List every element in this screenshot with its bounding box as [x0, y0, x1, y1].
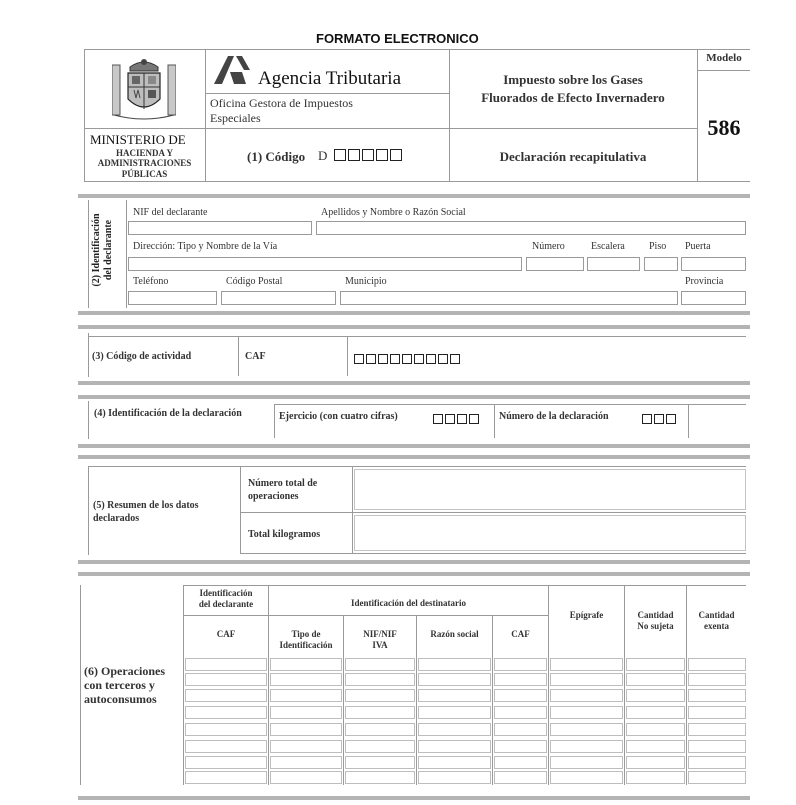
recipient-id-header: Identificación del destinatario [351, 598, 466, 608]
col-caf-header: CAF [216, 629, 236, 639]
table-cell-input[interactable] [185, 673, 267, 686]
table-cell-input[interactable] [345, 706, 415, 719]
section4-title: (4) Identificación de la declaración [94, 408, 242, 419]
year-label: Ejercicio (con cuatro cifras) [279, 411, 398, 422]
table-cell-input[interactable] [270, 723, 342, 736]
table-cell-input[interactable] [550, 756, 623, 769]
table-cell-input[interactable] [688, 723, 746, 736]
table-cell-input[interactable] [494, 740, 547, 753]
table-cell-input[interactable] [688, 689, 746, 702]
address-label: Dirección: Tipo y Nombre de la Vía [133, 241, 278, 252]
table-cell-input[interactable] [418, 723, 491, 736]
floor-input[interactable] [644, 257, 678, 271]
table-cell-input[interactable] [550, 723, 623, 736]
table-cell-input[interactable] [418, 689, 491, 702]
table-cell-input[interactable] [626, 658, 685, 671]
section6-title-line3: autoconsumos [84, 692, 157, 706]
ministry-line3: ADMINISTRACIONES [97, 158, 192, 168]
total-ops-input[interactable] [354, 469, 746, 510]
section5-title-line2: declarados [93, 513, 140, 524]
declarant-id-header-line2: del declarante [198, 599, 254, 609]
table-cell-input[interactable] [626, 771, 685, 784]
table-cell-input[interactable] [494, 706, 547, 719]
agency-name: Agencia Tributaria [258, 68, 402, 89]
section5-title-line1: (5) Resumen de los datos [93, 500, 199, 511]
door-label: Puerta [685, 241, 711, 252]
agency-logo-icon [212, 54, 252, 86]
declaration-type: Declaración recapitulativa [499, 149, 647, 164]
table-cell-input[interactable] [185, 756, 267, 769]
number-label: Número [532, 241, 565, 252]
nif-label: NIF del declarante [133, 207, 208, 218]
table-cell-input[interactable] [185, 771, 267, 784]
staircase-input[interactable] [587, 257, 640, 271]
postal-code-label: Código Postal [226, 276, 283, 287]
code-label: (1) Código [247, 149, 306, 164]
table-cell-input[interactable] [418, 706, 491, 719]
section6-title-line2: con terceros y [84, 678, 155, 692]
table-cell-input[interactable] [550, 689, 623, 702]
number-input[interactable] [526, 257, 584, 271]
table-cell-input[interactable] [418, 771, 491, 784]
table-cell-input[interactable] [270, 740, 342, 753]
table-cell-input[interactable] [345, 771, 415, 784]
table-cell-input[interactable] [626, 723, 685, 736]
table-cell-input[interactable] [270, 706, 342, 719]
section3-title: (3) Código de actividad [92, 351, 192, 362]
table-cell-input[interactable] [270, 658, 342, 671]
municipality-input[interactable] [340, 291, 678, 305]
section2-title [91, 195, 125, 305]
col-nif-header-line1: NIF/NIF [363, 629, 397, 639]
table-cell-input[interactable] [345, 756, 415, 769]
year-input[interactable] [433, 410, 481, 428]
ministry-line1: MINISTERIO DE [90, 132, 186, 147]
table-cell-input[interactable] [688, 740, 746, 753]
col-nif-header-line2: IVA [372, 640, 388, 650]
municipality-label: Municipio [345, 276, 387, 287]
total-ops-label-line2: operaciones [248, 491, 299, 502]
table-cell-input[interactable] [550, 706, 623, 719]
phone-input[interactable] [128, 291, 217, 305]
qty-not-subject-header-line2: No sujeta [637, 621, 674, 631]
table-cell-input[interactable] [270, 771, 342, 784]
table-cell-input[interactable] [626, 689, 685, 702]
col-id-type-header-line2: Identificación [279, 640, 333, 650]
table-cell-input[interactable] [185, 723, 267, 736]
table-cell-input[interactable] [418, 756, 491, 769]
table-cell-input[interactable] [185, 740, 267, 753]
declaration-number-input[interactable] [642, 410, 678, 428]
coat-of-arms-emblem [112, 57, 176, 123]
table-cell-input[interactable] [270, 689, 342, 702]
table-cell-input[interactable] [270, 673, 342, 686]
declarant-id-header-line1: Identificación [199, 588, 253, 598]
table-cell-input[interactable] [345, 658, 415, 671]
office-line2: Especiales [210, 111, 261, 125]
tax-title-line1: Impuesto sobre los Gases [503, 72, 643, 87]
caf-code-input[interactable] [354, 350, 462, 368]
door-input[interactable] [681, 257, 746, 271]
ministry-line4: PÚBLICAS [121, 169, 168, 179]
declaration-number-label: Número de la declaración [499, 411, 609, 422]
address-input[interactable] [128, 257, 522, 271]
total-kg-label: Total kilogramos [248, 529, 321, 540]
table-cell-input[interactable] [494, 689, 547, 702]
table-cell-input[interactable] [345, 689, 415, 702]
section6-title-line1: (6) Operaciones [84, 664, 165, 678]
section2-title-line2: del declarante [103, 219, 114, 281]
total-kg-input[interactable] [354, 515, 746, 551]
table-cell-input[interactable] [185, 689, 267, 702]
table-cell-input[interactable] [418, 740, 491, 753]
table-cell-input[interactable] [345, 740, 415, 753]
table-cell-input[interactable] [345, 673, 415, 686]
table-cell-input[interactable] [688, 658, 746, 671]
tax-title-line2: Fluorados de Efecto Invernadero [481, 90, 665, 105]
qty-exempt-header-line2: exenta [704, 621, 729, 631]
table-cell-input[interactable] [688, 673, 746, 686]
table-cell-input[interactable] [345, 723, 415, 736]
staircase-label: Escalera [591, 241, 625, 252]
table-cell-input[interactable] [550, 658, 623, 671]
table-cell-input[interactable] [626, 740, 685, 753]
code-prefix: D [318, 148, 328, 163]
table-cell-input[interactable] [688, 706, 746, 719]
phone-label: Teléfono [133, 276, 169, 287]
caf-label: CAF [245, 351, 266, 362]
epigrafe-header: Epígrafe [569, 610, 604, 620]
code-field[interactable] [318, 148, 404, 164]
table-cell-input[interactable] [626, 706, 685, 719]
nif-input[interactable] [128, 221, 312, 235]
name-label: Apellidos y Nombre o Razón Social [321, 207, 466, 218]
ministry-line2: HACIENDA Y [116, 148, 173, 158]
office-line1: Oficina Gestora de Impuestos [210, 96, 353, 110]
postal-code-input[interactable] [221, 291, 336, 305]
name-input[interactable] [316, 221, 746, 235]
table-cell-input[interactable] [626, 756, 685, 769]
col-business-name-header: Razón social [430, 629, 479, 639]
table-cell-input[interactable] [494, 756, 547, 769]
table-cell-input[interactable] [185, 658, 267, 671]
table-cell-input[interactable] [550, 673, 623, 686]
province-input[interactable] [681, 291, 746, 305]
table-cell-input[interactable] [270, 756, 342, 769]
col-caf2-header: CAF [511, 629, 530, 639]
section2-title-line1: (2) Identificación [91, 213, 102, 287]
qty-exempt-header-line1: Cantidad [698, 610, 735, 620]
table-cell-input[interactable] [550, 740, 623, 753]
form-top-title: FORMATO ELECTRONICO [316, 31, 479, 46]
col-id-type-header-line1: Tipo de [291, 629, 321, 639]
qty-not-subject-header-line1: Cantidad [637, 610, 674, 620]
floor-label: Piso [649, 241, 667, 252]
table-cell-input[interactable] [688, 771, 746, 784]
table-cell-input[interactable] [626, 673, 685, 686]
table-cell-input[interactable] [418, 673, 491, 686]
total-ops-label-line1: Número total de [248, 478, 318, 489]
table-cell-input[interactable] [185, 706, 267, 719]
modelo-number: 586 [707, 115, 741, 140]
table-cell-input[interactable] [494, 658, 547, 671]
table-cell-input[interactable] [688, 756, 746, 769]
table-cell-input[interactable] [494, 771, 547, 784]
table-cell-input[interactable] [550, 771, 623, 784]
table-cell-input[interactable] [494, 723, 547, 736]
modelo-label: Modelo [706, 52, 742, 64]
province-label: Provincia [685, 276, 724, 287]
table-cell-input[interactable] [418, 658, 491, 671]
table-cell-input[interactable] [494, 673, 547, 686]
